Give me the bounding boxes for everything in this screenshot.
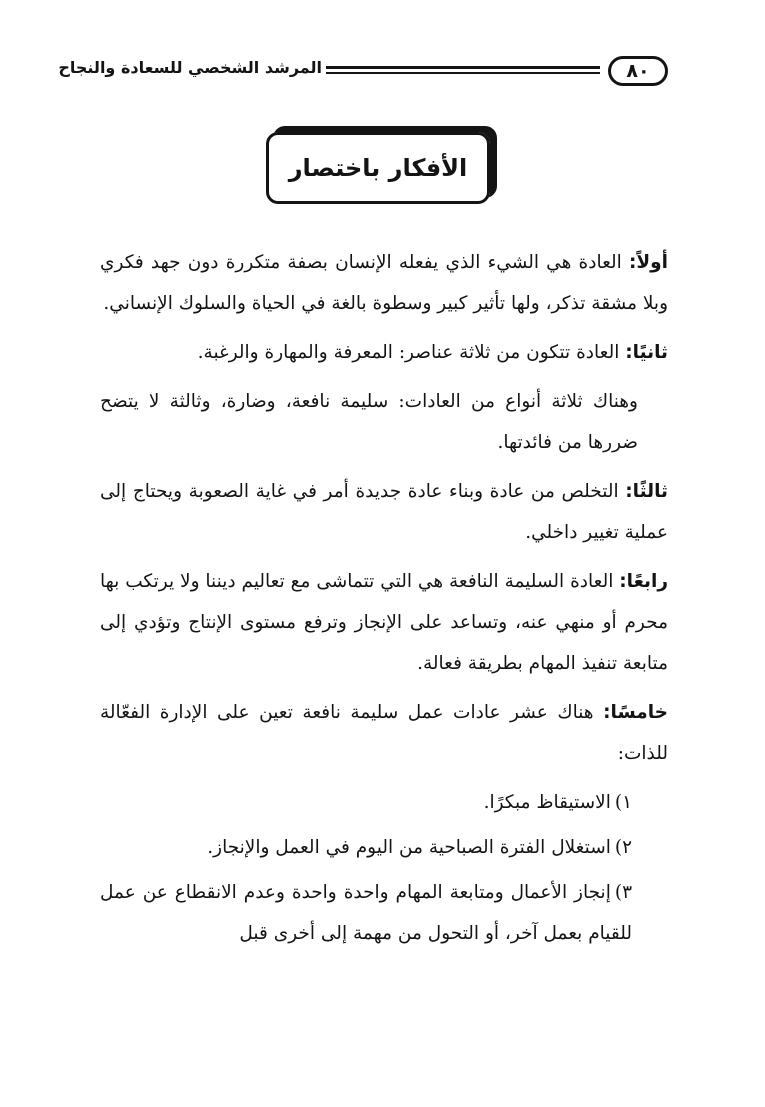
paragraph-text: العادة تتكون من ثلاثة عناصر: المعرفة والمهارة والرغبة. xyxy=(197,342,626,363)
list-item xyxy=(100,782,668,823)
paragraph-text: التخلص من عادة وبناء عادة جديدة أمر في غاية الصعوبة ويحتاج إلى عملية تغيير داخلي. xyxy=(100,481,668,543)
body-text xyxy=(100,242,668,958)
paragraph-label: أولاً: xyxy=(628,252,668,273)
list-item-number: ٢) xyxy=(614,837,632,858)
paragraph-fourth xyxy=(100,561,668,684)
paragraph-label: ثالثًا: xyxy=(625,481,668,502)
paragraph-text: العادة السليمة النافعة هي التي تتماشى مع تعاليم ديننا ولا يرتكب بها محرم أو منهي عنه، وتساعد على الإنجاز وترفع مستوى الإنتاج وتؤدي إلى متابعة تنفيذ المهام بطريقة فعالة. xyxy=(100,571,668,674)
paragraph-second-continued xyxy=(100,381,668,463)
paragraph-text: هناك عشر عادات عمل سليمة نافعة تعين على الإدارة الفعّالة للذات: xyxy=(100,702,668,764)
paragraph-label: ثانيًا: xyxy=(625,342,668,363)
paragraph-fifth xyxy=(100,692,668,774)
page-number: ٨٠ xyxy=(608,56,668,86)
paragraph-second xyxy=(100,332,668,373)
paragraph-text: العادة هي الشيء الذي يفعله الإنسان بصفة متكررة دون جهد فكري وبلا مشقة تذكر، ولها تأثير كبير وسطوة بالغة في الحياة والسلوك الإنساني. xyxy=(100,252,668,314)
header-rule-thin xyxy=(326,72,600,74)
list-item xyxy=(100,872,668,954)
paragraph-label: رابعًا: xyxy=(619,571,668,592)
header-rule-thick xyxy=(326,66,600,69)
list-item xyxy=(100,827,668,868)
list-item-text: الاستيقاظ مبكرًا. xyxy=(483,792,611,813)
list-item-text: إنجاز الأعمال ومتابعة المهام واحدة واحدة وعدم الانقطاع عن عمل للقيام بعمل آخر، أو التحول من مهمة إلى أخرى قبل xyxy=(100,882,632,944)
paragraph-first xyxy=(100,242,668,324)
paragraph-third xyxy=(100,471,668,553)
section-title-frame xyxy=(266,132,490,204)
running-title: المرشد الشخصي للسعادة والنجاح xyxy=(58,58,322,77)
section-title: الأفكار باختصار xyxy=(288,154,468,182)
list-item-number: ٣) xyxy=(614,882,632,903)
running-header xyxy=(58,56,668,92)
paragraph-text: وهناك ثلاثة أنواع من العادات: سليمة نافعة، وضارة، وثالثة لا يتضح ضررها من فائدتها. xyxy=(100,391,638,453)
paragraph-label: خامسًا: xyxy=(603,702,668,723)
header-rule xyxy=(326,66,600,75)
list-item-text: استغلال الفترة الصباحية من اليوم في العمل والإنجاز. xyxy=(207,837,611,858)
list-item-number: ١) xyxy=(614,792,632,813)
